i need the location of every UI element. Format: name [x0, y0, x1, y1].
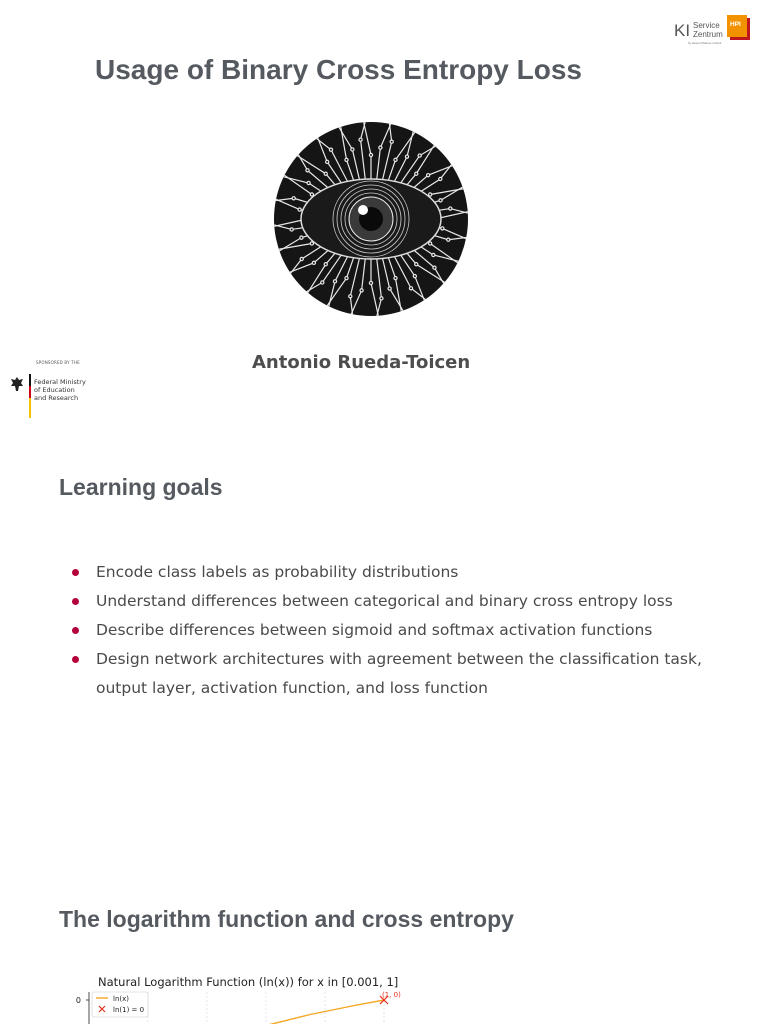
circuit-node	[409, 287, 412, 290]
circuit-node	[300, 236, 303, 239]
circuit-node	[359, 138, 362, 141]
circuit-node	[418, 154, 421, 157]
list-item	[70, 645, 750, 703]
legend-label: ln(x)	[113, 995, 129, 1003]
circuit-node	[307, 181, 310, 184]
circuit-node	[449, 207, 452, 210]
circuit-node	[298, 208, 301, 211]
circuit-node	[345, 158, 348, 161]
goal-text: Describe differences between sigmoid and softmax activation functions	[96, 621, 653, 639]
logo-line2: Zentrum	[693, 30, 723, 39]
circuit-node	[394, 158, 397, 161]
sponsor-line-1: Federal Ministry	[34, 378, 86, 386]
bullet-icon	[72, 656, 79, 663]
circuit-node	[441, 227, 444, 230]
circuit-node	[380, 297, 383, 300]
sponsor-line-2: of Education	[34, 386, 75, 394]
circuit-node	[333, 280, 336, 283]
circuit-node	[345, 277, 348, 280]
circuit-node	[300, 257, 303, 260]
circuit-node	[432, 253, 435, 256]
chart-title: Natural Logarithm Function (ln(x)) for x in [0.001, 1]	[98, 975, 399, 989]
circuit-node	[415, 263, 418, 266]
circuit-node	[439, 177, 442, 180]
goal-text: Design network architectures with agreement between the classification task, output layer, activation function, and loss function	[96, 650, 702, 697]
circuit-node	[349, 295, 352, 298]
logo-badge: HPI	[730, 21, 741, 28]
circuit-node	[394, 277, 397, 280]
list-item	[70, 558, 750, 587]
eagle-icon	[10, 376, 24, 392]
legend-label: ln(1) = 0	[113, 1006, 145, 1014]
goal-text: Understand differences between categorical and binary cross entropy loss	[96, 592, 673, 610]
circuit-node	[439, 199, 442, 202]
author-name: Antonio Rueda-Toicen	[252, 352, 471, 373]
circuit-node	[415, 172, 418, 175]
circuit-node	[290, 228, 293, 231]
circuit-node	[312, 261, 315, 264]
circuit-node	[292, 197, 295, 200]
circuit-node	[369, 153, 372, 156]
logarithm-section-heading: The logarithm function and cross entropy	[59, 906, 514, 932]
circuit-node	[405, 155, 408, 158]
bullet-icon	[72, 598, 79, 605]
logo-ki-text: KI	[674, 21, 691, 40]
circuit-node	[369, 281, 372, 284]
annotation-label: (1, 0)	[382, 991, 401, 999]
circuit-node	[329, 148, 332, 151]
circuit-node	[388, 287, 391, 290]
learning-goals-heading: Learning goals	[59, 474, 223, 500]
list-item	[70, 616, 750, 645]
circuit-node	[324, 172, 327, 175]
circuit-node	[324, 263, 327, 266]
ln-chart	[60, 970, 420, 1024]
series-line-ln	[222, 1000, 384, 1024]
circuit-node	[427, 174, 430, 177]
circuit-node	[326, 160, 329, 163]
ki-service-zentrum-logo	[672, 14, 752, 46]
circuit-eye-icon	[272, 120, 470, 318]
bullet-icon	[72, 569, 79, 576]
y-tick-label: 0	[75, 996, 81, 1005]
circuit-node	[390, 140, 393, 143]
circuit-node	[413, 275, 416, 278]
learning-goals-list	[70, 558, 750, 703]
circuit-node	[433, 266, 436, 269]
circuit-node	[360, 289, 363, 292]
logo-line1: Service	[693, 21, 720, 30]
bullet-icon	[72, 627, 79, 634]
circuit-node	[447, 238, 450, 241]
circuit-node	[306, 169, 309, 172]
circuit-node	[321, 281, 324, 284]
goal-text: Encode class labels as probability distributions	[96, 563, 459, 581]
circuit-node	[351, 148, 354, 151]
page-title: Usage of Binary Cross Entropy Loss	[95, 54, 583, 85]
list-item	[70, 587, 750, 616]
sponsor-logo	[8, 360, 98, 422]
logo-tagline: by Hasso Plattner Institut	[688, 41, 722, 45]
sponsor-caption: SPONSORED BY THE	[36, 360, 80, 365]
circuit-node	[379, 146, 382, 149]
sponsor-line-3: and Research	[34, 394, 79, 402]
